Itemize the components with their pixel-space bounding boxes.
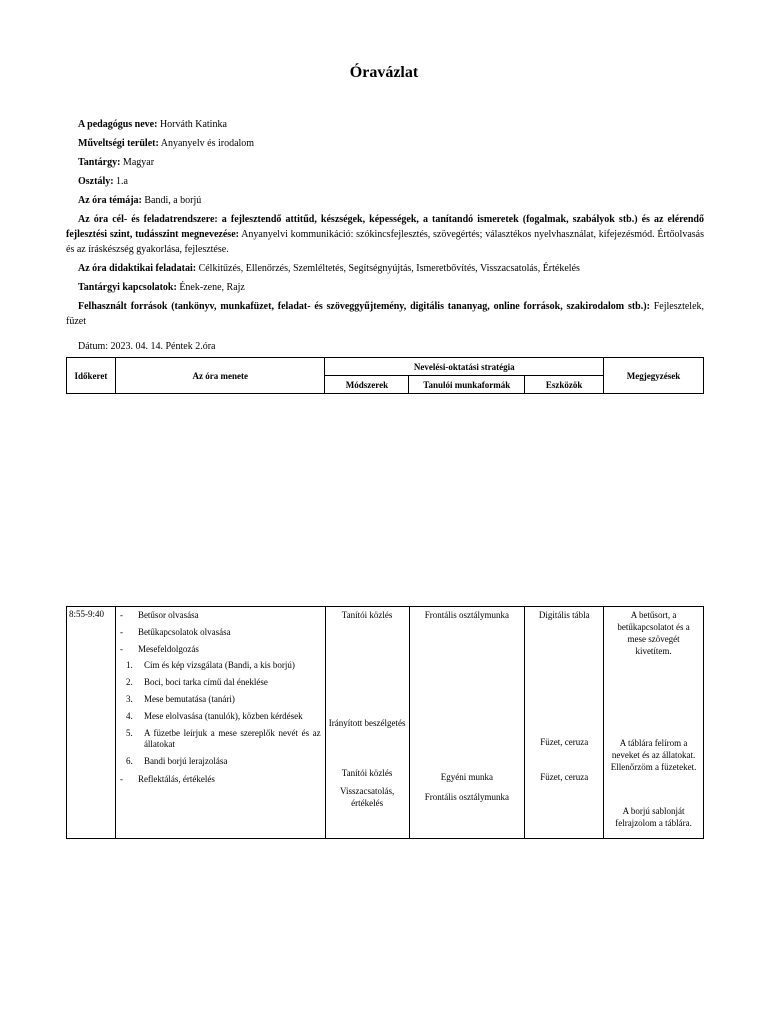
plan-table-body (66, 606, 704, 839)
header-time: Időkeret (67, 358, 116, 394)
links-value: Ének-zene, Rajz (179, 282, 245, 293)
method-item: Tanítói közlés (341, 768, 393, 778)
teacher-value: Horváth Katinka (159, 119, 227, 130)
topic-row (66, 193, 704, 208)
didactic-label: Az óra didaktikai feladatai: (78, 263, 197, 274)
header-tools: Eszközök (525, 376, 604, 394)
class-label: Osztály: (78, 176, 114, 187)
list-item: 6. Bandi borjú lerajzolása (125, 756, 228, 766)
didactic-row (66, 261, 704, 276)
list-item (116, 643, 325, 767)
flow-cell (115, 607, 325, 839)
note-item: A táblára felírom a neveket és az állatokat. Ellenőrzöm a füzeteket. (610, 738, 697, 772)
list-item: - Betűsor olvasása (116, 609, 325, 621)
header-flow: Az óra menete (115, 358, 325, 394)
work-form-item: Frontális osztálymunka (424, 610, 510, 620)
sources-row (66, 299, 704, 329)
lesson-steps (116, 609, 325, 785)
time-cell (67, 607, 116, 839)
header-methods: Módszerek (325, 376, 409, 394)
class-value: 1.a (116, 176, 128, 187)
list-item: 3. Mese bemutatása (tanári) (125, 694, 235, 704)
list-item: 1. Cím és kép vizsgálata (Bandi, a kis borjú) (125, 660, 295, 670)
method-item: Tanítói közlés (341, 610, 393, 620)
lesson-info (66, 117, 704, 329)
lesson-date: Dátum: 2023. 04. 14. Péntek 2.óra (78, 341, 216, 352)
area-label: Műveltségi terület: (78, 138, 159, 149)
subject-row (66, 155, 704, 170)
method-item: Irányított beszélgetés (328, 718, 406, 728)
sources-label: Felhasznált források (tankönyv, munkafüzet, feladat- és szöveggyűjtemény, digitális tananyag, online források, szakirodalom stb.): (78, 301, 650, 312)
header-work-forms: Tanulói munkaformák (409, 376, 525, 394)
subject-value: Magyar (122, 157, 155, 168)
tool-item: Digitális tábla (538, 610, 590, 620)
didactic-value: Célkitűzés, Ellenőrzés, Szemléltetés, Segítségnyújtás, Ismeretbővítés, Visszacsatolás, Értékelés (198, 263, 580, 274)
note-item: A borjú sablonját felrajzolom a táblára. (615, 806, 692, 828)
plan-table-header (66, 357, 704, 394)
notes-cell (604, 607, 704, 839)
topic-label: Az óra témája: (78, 195, 142, 206)
work-form-item: Frontális osztálymunka (424, 792, 510, 802)
note-item: A betűsort, a betűkapcsolatot és a mese szövegét kivetítem. (617, 610, 690, 656)
tools-cell (525, 607, 604, 839)
list-item-label: Mesefeldolgozás (137, 644, 199, 654)
goals-label: Az óra cél- és feladatrendszere: a fejlesztendő attitűd, készségek, képességek, a tanítandó ismeretek (fogalmak, szabályok stb.) és az elérendő fejlesztési szint, tudásszint megnevezése: (66, 214, 704, 240)
list-item: 2. Boci, boci tarka című dal éneklése (125, 677, 268, 687)
method-item: Visszacsatolás, értékelés (340, 786, 395, 808)
list-item: - Betűkapcsolatok olvasása (116, 626, 325, 638)
goals-value: Anyanyelvi kommunikáció: szókincsfejlesztés, szövegértés; választékos nyelvhasználat, kifejezésmód. Értőolvasás és az íráskészség gyakorlása, fejlesztése. (66, 229, 704, 255)
list-item: 5. A füzetbe leírjuk a mese szereplők nevét és az állatokat (125, 728, 321, 749)
tool-item: Füzet, ceruza (540, 772, 589, 782)
goals-row (66, 212, 704, 257)
header-notes: Megjegyzések (604, 358, 704, 394)
links-label: Tantárgyi kapcsolatok: (78, 282, 177, 293)
list-item: 4. Mese elolvasása (tanulók), közben kérdések (125, 711, 303, 721)
list-item: - Reflektálás, értékelés (116, 773, 325, 785)
links-row (66, 280, 704, 295)
lesson-substeps (116, 660, 325, 767)
work-form-item: Egyéni munka (440, 772, 494, 782)
tool-item: Füzet, ceruza (540, 737, 589, 747)
sources-value: Fejlesztelek, füzet (66, 301, 705, 327)
topic-value: Bandi, a borjú (144, 195, 202, 206)
class-row (66, 174, 704, 189)
page-title: Óravázlat (349, 64, 419, 81)
work-forms-cell (409, 607, 525, 839)
area-value: Anyanyelv és irodalom (160, 138, 255, 149)
teacher-row (66, 117, 704, 132)
subject-label: Tantárgy: (78, 157, 121, 168)
methods-cell (325, 607, 409, 839)
area-row (66, 136, 704, 151)
lesson-time: 8:55-9:40 (69, 609, 104, 619)
header-strategy: Nevelési-oktatási stratégia (325, 358, 604, 376)
teacher-label: A pedagógus neve: (78, 119, 158, 130)
